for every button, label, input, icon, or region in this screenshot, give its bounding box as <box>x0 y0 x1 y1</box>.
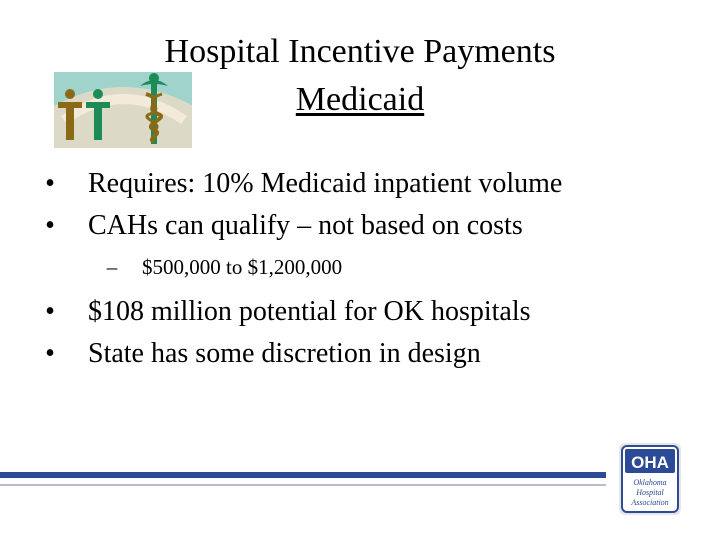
oha-logo <box>619 443 681 515</box>
footer-rule-gray <box>0 484 606 486</box>
bullet-glyph: • <box>45 296 55 327</box>
bullet-text: $108 million potential for OK hospitals <box>88 296 531 327</box>
sub-bullet-glyph: – <box>106 255 118 279</box>
slide-title <box>60 28 660 124</box>
oha-name-line: Hospital <box>636 488 664 497</box>
bullet-glyph: • <box>45 168 55 199</box>
sub-bullet-text: $500,000 to $1,200,000 <box>142 255 343 279</box>
bullet-list <box>30 163 690 375</box>
footer-rule-blue <box>0 472 606 478</box>
title-line-1: Hospital Incentive Payments <box>164 33 556 70</box>
oha-mark: OHA <box>631 453 669 472</box>
bullet-item <box>30 205 690 247</box>
sub-bullet-item <box>30 251 690 283</box>
bullet-glyph: • <box>45 210 55 241</box>
bullet-item <box>30 291 690 333</box>
bullet-text: Requires: 10% Medicaid inpatient volume <box>88 168 563 199</box>
bullet-text: State has some discretion in design <box>88 338 481 369</box>
bullet-item <box>30 163 690 205</box>
oha-name-line: Oklahoma <box>633 478 667 487</box>
oha-logo-icon <box>619 443 681 515</box>
bullet-item <box>30 333 690 375</box>
bullet-glyph: • <box>45 338 55 369</box>
oha-name-line: Association <box>631 498 669 507</box>
title-line-2: Medicaid <box>295 81 425 118</box>
bullet-text: CAHs can qualify – not based on costs <box>88 210 523 241</box>
